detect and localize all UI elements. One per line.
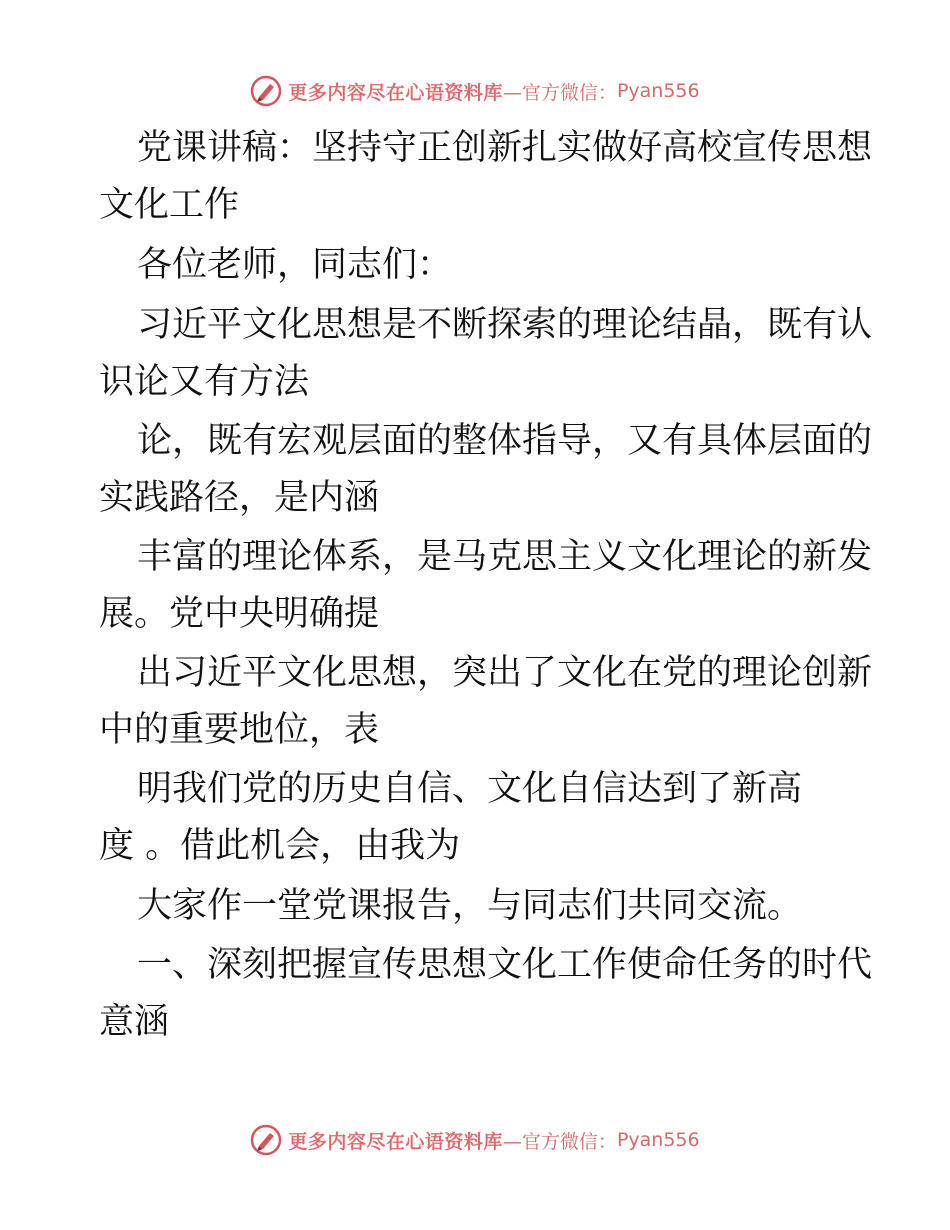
paragraph-line: 论，既有宏观层面的整体指导，又有具体层面的 [137, 421, 873, 461]
banner-wechat-id: Pyan556 [616, 1129, 700, 1151]
paragraph-line: 丰富的理论体系，是马克思主义文化理论的新发 [137, 537, 873, 577]
banner-main-text: 更多内容尽在心语资料库 [288, 1130, 503, 1153]
paragraph-line: 中的重要地位，表 [99, 710, 380, 750]
banner-main-text: 更多内容尽在心语资料库 [288, 81, 503, 104]
paragraph-line: 习近平文化思想是不断探索的理论结晶，既有认 [137, 305, 873, 345]
paragraph-line: 大家作一堂党课报告，与同志们共同交流。 [137, 886, 803, 926]
paragraph-line: 展。党中央明确提 [99, 594, 380, 634]
salutation: 各位老师，同志们： [137, 245, 453, 285]
pen-logo-icon [250, 1124, 282, 1156]
banner-wechat-id: Pyan556 [616, 80, 700, 102]
banner-sub-text: —官方微信： [502, 1130, 617, 1153]
footer-watermark-banner [0, 1120, 950, 1160]
paragraph-line: 实践路径，是内涵 [99, 478, 380, 518]
doc-title-line-1: 党课讲稿：坚持守正创新扎实做好高校宣传思想 [137, 128, 873, 168]
paragraph-line: 出习近平文化思想，突出了文化在党的理论创新 [137, 653, 873, 693]
doc-title-line-2: 文化工作 [99, 185, 240, 225]
section-heading-line-1: 一、深刻把握宣传思想文化工作使命任务的时代 [137, 945, 873, 985]
paragraph-line: 度 。借此机会，由我为 [99, 826, 461, 866]
section-heading-line-2: 意涵 [99, 1002, 170, 1042]
paragraph-line: 识论又有方法 [99, 362, 310, 402]
banner-sub-text: —官方微信： [502, 81, 617, 104]
paragraph-line: 明我们党的历史自信、文化自信达到了新高 [137, 769, 803, 809]
